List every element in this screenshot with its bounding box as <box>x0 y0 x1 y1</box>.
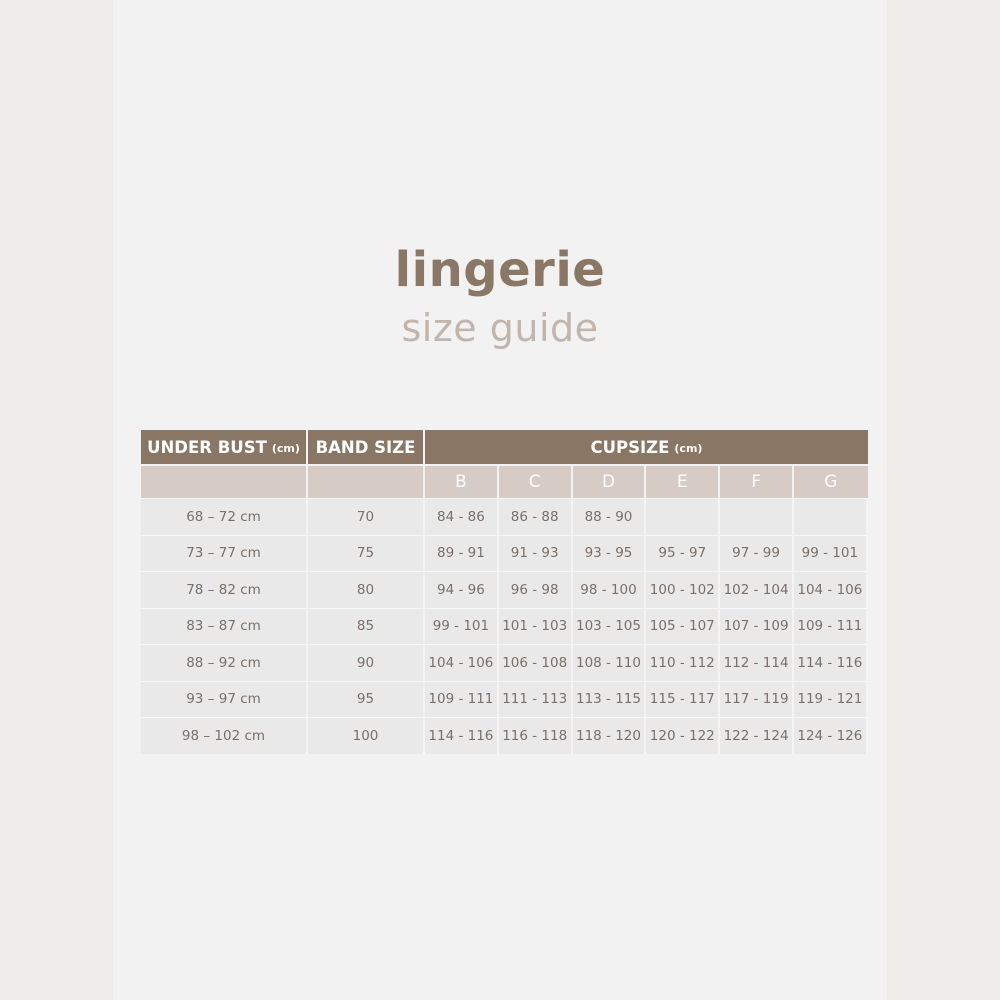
cup-cell: 114 - 116 <box>425 718 499 754</box>
cup-cell: 91 - 93 <box>499 536 573 572</box>
under-bust-cell: 83 – 87 cm <box>141 609 308 645</box>
cup-letter: B <box>425 464 499 498</box>
cup-letter: D <box>573 464 647 498</box>
table-row <box>141 535 868 572</box>
cup-cell: 112 - 114 <box>720 645 794 681</box>
cup-cell: 101 - 103 <box>499 609 573 645</box>
cup-cell <box>720 499 794 535</box>
cup-cell: 119 - 121 <box>794 682 868 718</box>
cup-cell: 89 - 91 <box>425 536 499 572</box>
cup-cell: 114 - 116 <box>794 645 868 681</box>
cup-cell: 104 - 106 <box>425 645 499 681</box>
header-under-bust-label: UNDER BUST <box>147 437 267 457</box>
table-subheader-row <box>141 464 868 498</box>
cup-cell: 97 - 99 <box>720 536 794 572</box>
band-size-cell: 85 <box>308 609 425 645</box>
under-bust-cell: 93 – 97 cm <box>141 682 308 718</box>
header-band-size-label: BAND SIZE <box>315 437 416 457</box>
table-row <box>141 681 868 718</box>
cup-cell: 120 - 122 <box>646 718 720 754</box>
cup-cell: 96 - 98 <box>499 572 573 608</box>
table-row <box>141 644 868 681</box>
band-size-cell: 70 <box>308 499 425 535</box>
cup-cell: 86 - 88 <box>499 499 573 535</box>
cup-letter: G <box>794 464 868 498</box>
cup-cell: 99 - 101 <box>794 536 868 572</box>
header-cupsize-label: CUPSIZE <box>590 437 670 457</box>
subheader-blank-under-bust <box>141 464 308 498</box>
under-bust-cell: 98 – 102 cm <box>141 718 308 754</box>
cup-cell: 109 - 111 <box>794 609 868 645</box>
cup-cell: 117 - 119 <box>720 682 794 718</box>
header-under-bust <box>141 430 308 464</box>
header-cupsize-unit: (cm) <box>674 441 703 455</box>
table-row <box>141 608 868 645</box>
cup-cell: 109 - 111 <box>425 682 499 718</box>
size-table <box>141 430 868 754</box>
cup-cell: 93 - 95 <box>573 536 647 572</box>
band-size-cell: 90 <box>308 645 425 681</box>
table-row <box>141 571 868 608</box>
cup-cell: 108 - 110 <box>573 645 647 681</box>
cup-cell: 95 - 97 <box>646 536 720 572</box>
band-size-cell: 80 <box>308 572 425 608</box>
table-row <box>141 717 868 754</box>
cup-cell: 94 - 96 <box>425 572 499 608</box>
band-size-cell: 75 <box>308 536 425 572</box>
cup-cell: 105 - 107 <box>646 609 720 645</box>
cup-cell: 102 - 104 <box>720 572 794 608</box>
cup-cell: 106 - 108 <box>499 645 573 681</box>
cup-cell: 110 - 112 <box>646 645 720 681</box>
cup-letter: C <box>499 464 573 498</box>
cup-letter: E <box>646 464 720 498</box>
header-cupsize <box>425 430 868 464</box>
cup-cell: 100 - 102 <box>646 572 720 608</box>
cup-cell: 99 - 101 <box>425 609 499 645</box>
under-bust-cell: 68 – 72 cm <box>141 499 308 535</box>
cup-cell: 111 - 113 <box>499 682 573 718</box>
table-header-row <box>141 430 868 464</box>
cup-cell: 124 - 126 <box>794 718 868 754</box>
header-band-size <box>308 430 425 464</box>
under-bust-cell: 78 – 82 cm <box>141 572 308 608</box>
cup-cell: 122 - 124 <box>720 718 794 754</box>
cup-cell: 115 - 117 <box>646 682 720 718</box>
cup-cell: 104 - 106 <box>794 572 868 608</box>
under-bust-cell: 73 – 77 cm <box>141 536 308 572</box>
cup-cell: 84 - 86 <box>425 499 499 535</box>
page-title: lingerie <box>394 242 606 298</box>
band-size-cell: 95 <box>308 682 425 718</box>
table-row <box>141 498 868 535</box>
page-subtitle: size guide <box>401 306 599 350</box>
cup-cell: 107 - 109 <box>720 609 794 645</box>
cup-cell: 103 - 105 <box>573 609 647 645</box>
cup-cell <box>794 499 868 535</box>
header-under-bust-unit: (cm) <box>271 441 300 455</box>
cup-cell <box>646 499 720 535</box>
under-bust-cell: 88 – 92 cm <box>141 645 308 681</box>
cup-letter: F <box>720 464 794 498</box>
cup-cell: 118 - 120 <box>573 718 647 754</box>
cup-cell: 98 - 100 <box>573 572 647 608</box>
cup-cell: 88 - 90 <box>573 499 647 535</box>
band-size-cell: 100 <box>308 718 425 754</box>
cup-cell: 113 - 115 <box>573 682 647 718</box>
subheader-blank-band <box>308 464 425 498</box>
cup-cell: 116 - 118 <box>499 718 573 754</box>
